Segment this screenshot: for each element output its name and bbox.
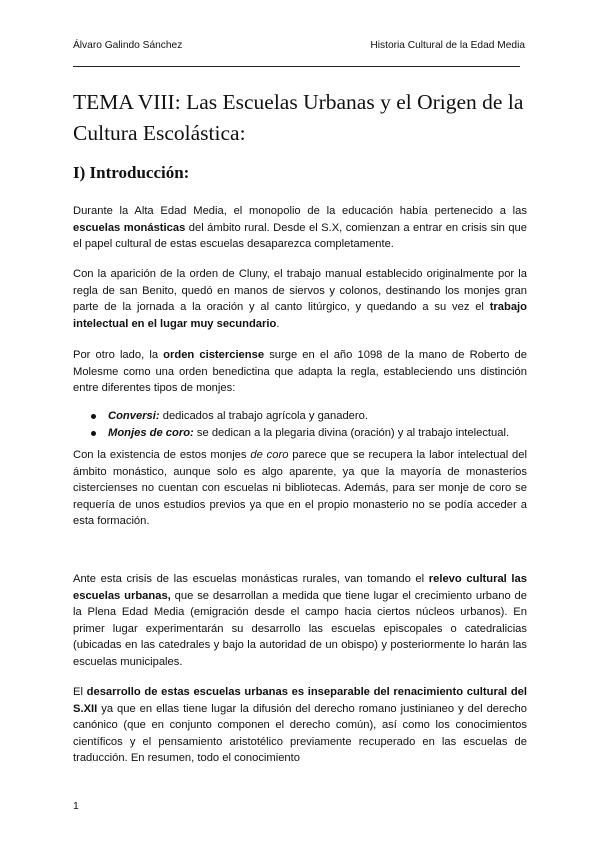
paragraph-text: ya que en ellas tiene lugar la difusión del derecho romano justinianeo y del derecho canónico (que en conjunto componen el derecho común), así como los conocimientos científicos y el pensamiento aristotélico previamente recuperado en las escuelas de traducción. En resumen, todo el conocimiento [73, 702, 527, 764]
bullet-icon [91, 431, 96, 436]
paragraph-text: del ámbito rural. Desde el S.X, comienzan a entrar en crisis sin que el papel cultural de estas escuelas desaparezca completamente. [73, 221, 527, 250]
list-term: Monjes de coro: [108, 426, 194, 439]
header-author: Álvaro Galindo Sánchez [73, 40, 183, 51]
list-item [73, 425, 527, 442]
page-number: 1 [73, 800, 79, 812]
bold-phrase: desarrollo de estas escuelas urbanas es inseparable del renacimiento cultural del S.XII [73, 686, 527, 715]
header-divider [73, 66, 520, 67]
paragraph-text: Por otro lado, la [73, 349, 164, 361]
paragraph-4 [73, 447, 527, 530]
italic-phrase: de coro [250, 449, 289, 461]
paragraph-6 [73, 684, 527, 767]
paragraph-text: . [276, 317, 280, 330]
list-term: Conversi: [108, 410, 160, 422]
paragraph-text: Con la existencia de estos monjes [73, 449, 251, 461]
list-item [73, 408, 527, 425]
bold-phrase: trabajo intelectual en el lugar muy secundario [73, 301, 527, 330]
paragraph-text: Durante la Alta Edad Media, el monopolio de la educación había pertenecido a las [73, 205, 527, 217]
bullet-icon [91, 414, 96, 419]
list-text: se dedican a la plegaria divina (oración) y al trabajo intelectual. [193, 426, 510, 439]
section-heading: I) Introducción: [73, 163, 190, 182]
bold-phrase: orden cisterciense [163, 349, 265, 361]
document-title: TEMA VIII: Las Escuelas Urbanas y el Origen de la Cultura Escolástica: [73, 90, 524, 145]
paragraph-text: Con la aparición de la orden de Cluny, el trabajo manual establecido originalmente por la regla de san Benito, quedó en manos de siervos y colonos, destinando los monjes gran parte de la jornada a la oración y al canto litúrgico, y quedando a su vez el [73, 268, 527, 313]
paragraph-2 [73, 266, 527, 332]
paragraph-text: surge en el año 1098 de la mano de Roberto de Molesme como una orden benedictina que adapta la regla, estableciendo uns distinción entre diferentes tipos de monjes: [73, 349, 527, 394]
paragraph-5 [73, 571, 527, 670]
paragraph-text: El [73, 686, 87, 698]
monk-types-list [73, 408, 527, 441]
paragraph-1 [73, 203, 527, 253]
bold-phrase: escuelas monásticas [73, 221, 186, 234]
list-text: dedicados al trabajo agrícola y ganadero. [159, 410, 368, 422]
bold-phrase: relevo cultural las escuelas urbanas, [73, 573, 527, 602]
paragraph-text: Ante esta crisis de las escuelas monásticas rurales, van tomando el [73, 573, 429, 585]
header-course: Historia Cultural de la Edad Media [370, 40, 525, 51]
paragraph-3 [73, 347, 527, 397]
paragraph-text: que se desarrollan a medida que tiene lugar el crecimiento urbano de la Plena Edad Media (emigración desde el campo hacia ciertos núcleos urbanos). En primer lugar experimentarán su desarrollo las escuelas episcopales o catedralicias (ubicadas en las catedrales y bajo la autoridad de un obispo) y posteriormente lo harán las escuelas municipales. [73, 589, 527, 668]
paragraph-text: parece que se recupera la labor intelectual del ámbito monástico, aunque solo es algo aparente, ya que la mayoría de monasterios cistercienses no cuentan con escuelas ni bibliotecas. Además, para ser monje de coro se requería de unos estudios previos ya que en el propio monasterio no se podía acceder a esta formación. [73, 449, 527, 527]
